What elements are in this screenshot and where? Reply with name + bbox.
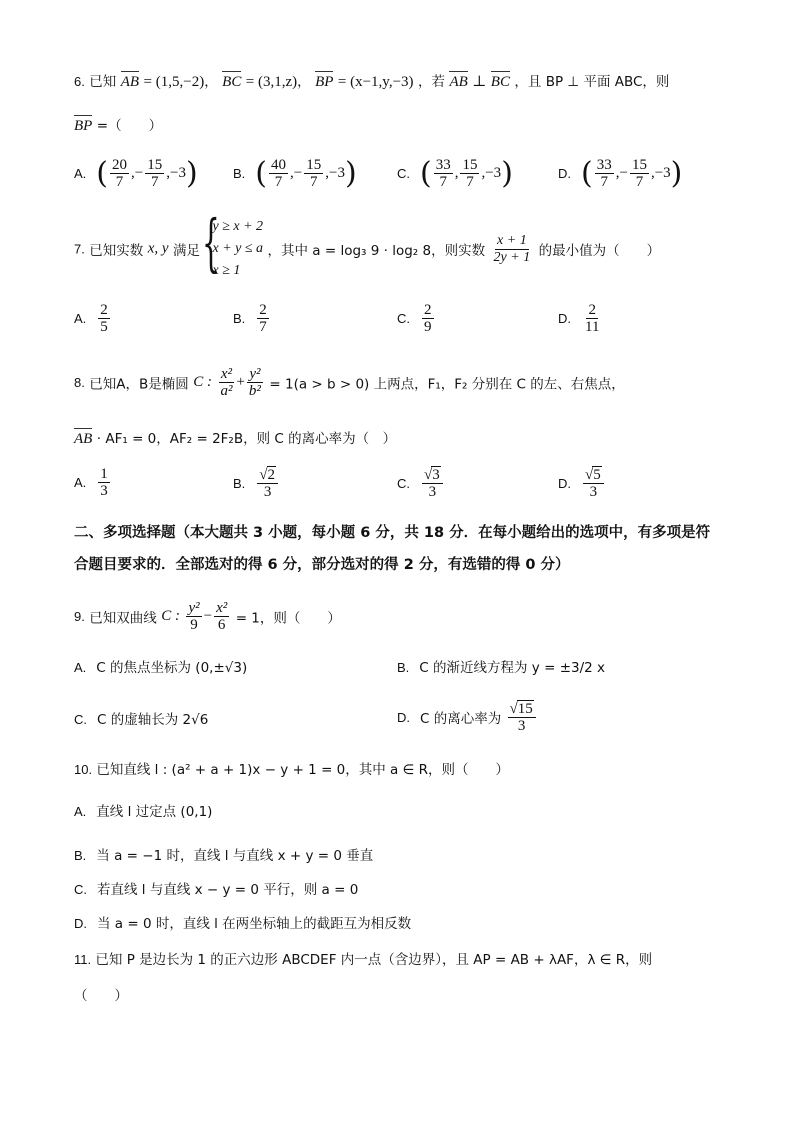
q7-option-b[interactable]: B. $\frac{2}{7}$	[233, 302, 267, 335]
q8-stem-2: AB · AF₁ = 0，AF₂ = 2F₂B，则 C 的离心率为（ ）	[74, 431, 397, 447]
q8-stem-1: 8. 已知A，B是椭圆 C : $\frac{\text{x²}}{\text{a²}}$ + $\frac{\text{y²}}{\text{b²}}$ = 1(a > b > 0) 上两点，F₁，F₂ 分别在 C 的左、右焦点，	[74, 366, 625, 399]
q11-stem: 11. 已知 P 是边长为 1 的正六边形 ABCDEF 内一点（含边界），且 AP = AB + λAF，λ ∈ R，则	[74, 952, 653, 968]
q9-option-d[interactable]: D. C 的离心率为 $\frac{√15}{3}$	[397, 700, 538, 734]
ellipse-y-term: $\frac{\text{y²}}{\text{b²}}$	[248, 366, 261, 399]
q8-option-b[interactable]: B. $\frac{√2}{3}$	[233, 466, 280, 500]
q10-stem: 10. 已知直线 l : (a² + a + 1)x − y + 1 = 0，其中 a ∈ R，则（ ）	[74, 762, 510, 778]
q6-option-a[interactable]: A. ( $\frac{20}{7}$ ,− $\frac{15}{7}$ ,−3)	[74, 156, 198, 191]
q7-option-d[interactable]: D. $\frac{2}{11}$	[558, 302, 600, 335]
q7-option-a[interactable]: A. $\frac{2}{5}$	[74, 302, 108, 335]
vector-bp: BP	[315, 74, 334, 90]
ellipse-x-term: $\frac{\text{x²}}{\text{a²}}$	[220, 366, 233, 399]
q6-option-c[interactable]: C. ( $\frac{33}{7}$ , $\frac{15}{7}$ ,−3)	[397, 156, 513, 191]
q6-stem: 6. 已知 AB = (1,5,−2)， BC = (3,1,z)， BP = (x−1,y,−3) ，若 AB ⊥ BC ，且 BP ⊥ 平面 ABC，则	[74, 74, 670, 90]
objective-fraction: $\frac{x + 1}{2y + 1}$	[493, 232, 531, 265]
q6-option-d[interactable]: D. ( $\frac{33}{7}$ ,− $\frac{15}{7}$ ,−3)	[558, 156, 683, 191]
vector-ab: AB	[120, 74, 140, 90]
q7-option-c[interactable]: C. $\frac{2}{9}$	[397, 302, 432, 335]
q10-option-c[interactable]: C. 若直线 l 与直线 x − y = 0 平行，则 a = 0	[74, 882, 359, 898]
q8-option-d[interactable]: D. $\frac{√5}{3}$	[558, 466, 606, 500]
q10-option-a[interactable]: A. 直线 l 过定点 (0,1)	[74, 804, 213, 820]
q10-option-d[interactable]: D. 当 a = 0 时，直线 l 在两坐标轴上的截距互为相反数	[74, 916, 412, 932]
q8-option-a[interactable]: A. $\frac{1}{3}$	[74, 466, 108, 499]
q9-stem: 9. 已知双曲线 C : $\frac{\text{y²}}{9}$ − $\frac{\text{x²}}{6}$ = 1，则（ ）	[74, 600, 341, 633]
hyperbola-x-term: $\frac{\text{x²}}{6}$	[216, 600, 228, 633]
q10-option-b[interactable]: B. 当 a = −1 时，直线 l 与直线 x + y = 0 垂直	[74, 848, 374, 864]
q8-option-c[interactable]: C. $\frac{√3}{3}$	[397, 466, 445, 500]
q9-option-c[interactable]: C. C 的虚轴长为 2√6	[74, 712, 209, 728]
q9-option-a[interactable]: A. C 的焦点坐标为 (0,±√3)	[74, 660, 248, 676]
q11-ask: （ ）	[74, 988, 128, 1004]
q6-option-b[interactable]: B. ( $\frac{40}{7}$ ,− $\frac{15}{7}$ ,−3)	[233, 156, 357, 191]
q6-ask: BP =（ ）	[74, 118, 163, 134]
vector-bc: BC	[222, 74, 242, 90]
section-title-multiple-choice: 二、多项选择题（本大题共 3 小题，每小题 6 分，共 18 分．在每小题给出的选项中，有多项是符合题目要求的．全部选对的得 6 分，部分选对的得 2 分，有选错的得 0 分）	[74, 525, 711, 573]
q9-option-b[interactable]: B. C 的渐近线方程为 y = ±3/2 x	[397, 660, 606, 676]
q7-stem: 7. 已知实数 x, y 满足 { y ≥ x + 2 x + y ≤ a x ≥ 1 ，其中 a = log₃ 9 · log₂ 8，则实数 $\frac{x + 1}{2y + 1}$ 的最小值为（ ）	[74, 216, 660, 282]
inequality-system: { y ≥ x + 2 x + y ≤ a x ≥ 1	[202, 206, 264, 279]
hyperbola-y-term: $\frac{\text{y²}}{9}$	[188, 600, 200, 633]
